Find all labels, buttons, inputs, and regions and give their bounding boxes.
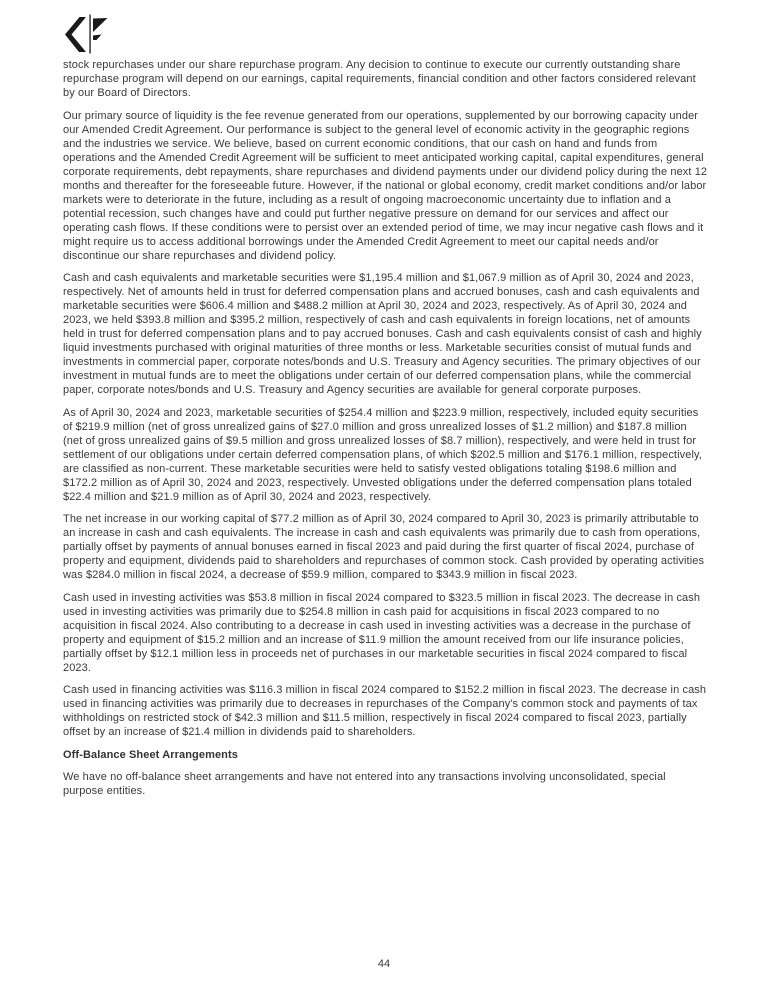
logo-container [63, 14, 708, 54]
article-body [63, 58, 708, 798]
paragraph-stock-repurchases: stock repurchases under our share repurchase program. Any decision to continue to execute our currently outstanding share repurchase program will depend on our earnings, capital requirements, financial condition and other factors considered relevant by our Board of Directors. [63, 59, 696, 99]
paragraph-off-balance-sheet: We have no off-balance sheet arrangements and have not entered into any transactions involving unconsolidated, special purpose entities. [63, 771, 666, 797]
paragraph-working-capital: The net increase in our working capital of $77.2 million as of April 30, 2024 compared to April 30, 2023 is primarily attributable to an increase in cash and cash equivalents. The increase in cash and cash equivalents was primarily due to cash from operations, partially offset by payments of annual bonuses earned in fiscal 2023 and paid during the first quarter of fiscal 2024, purchase of property and equipment, dividends paid to shareholders and repurchases of common stock. Cash provided by operating activities was $284.0 million in fiscal 2024, a decrease of $59.9 million, compared to $343.9 million in fiscal 2023. [63, 513, 705, 581]
paragraph-marketable-securities: As of April 30, 2024 and 2023, marketable securities of $254.4 million and $223.9 million, respectively, included equity securities of $219.9 million (net of gross unrealized gains of $27.0 million and gross unrealized losses of $1.2 million) and $187.8 million (net of gross unrealized gains of $9.5 million and gross unrealized losses of $8.7 million), respectively, and were held in trust for settlement of our obligations under certain deferred compensation plans, of which $202.5 million and $176.1 million, respectively, are classified as non-current. These marketable securities were held to satisfy vested obligations totaling $198.6 million and $172.2 million as of April 30, 2024 and 2023, respectively. Unvested obligations under the deferred compensation plans totaled $22.4 million and $21.9 million as of April 30, 2024 and 2023, respectively. [63, 406, 702, 503]
page-number: 44 [377, 958, 391, 970]
page-content [63, 0, 708, 807]
paragraph-liquidity-sources: Our primary source of liquidity is the fee revenue generated from our operations, supplemented by our borrowing capacity under our Amended Credit Agreement. Our performance is subject to the general level of economic activity in the geographic regions and the industries we service. We believe, based on current economic conditions, that our cash on hand and funds from operations and the Amended Credit Agreement will be sufficient to meet anticipated working capital, capital expenditures, general corporate requirements, debt repayments, share repurchases and dividend payments under our dividend policy during the next 12 months and thereafter for the foreseeable future. However, if the national or global economy, credit market conditions and/or labor markets were to deteriorate in the future, including as a result of ongoing macroeconomic uncertainty due to inflation and a potential recession, such changes have and could put further negative pressure on demand for our services and affect our operating cash flows. If these conditions were to persist over an extended period of time, we may incur negative cash flows and it might require us to access additional borrowings under the Amended Credit Agreement to meet our capital needs and/or discontinue our share repurchases and dividend policy. [63, 109, 708, 262]
korn-ferry-kf-monogram-icon [63, 14, 108, 54]
paragraph-cash-equivalents: Cash and cash equivalents and marketable securities were $1,195.4 million and $1,067.9 million as of April 30, 2024 and 2023, respectively. Net of amounts held in trust for deferred compensation plans and accrued bonuses, cash and cash equivalents and marketable securities were $606.4 million and $488.2 million at April 30, 2024 and 2023, respectively. As of April 30, 2024 and 2023, we held $393.8 million and $395.2 million, respectively of cash and cash equivalents in foreign locations, net of amounts held in trust for deferred compensation plans and to pay accrued bonuses. Cash and cash equivalents consist of cash and highly liquid investments purchased with original maturities of three months or less. Marketable securities consist of mutual funds and investments in commercial paper, corporate notes/bonds and U.S. Treasury and Agency securities. The primary objectives of our investment in mutual funds are to meet the obligations under certain of our deferred compensation plans, while the commercial paper, corporate notes/bonds and U.S. Treasury and Agency securities are available for general corporate purposes. [63, 272, 702, 396]
paragraph-financing-activities: Cash used in financing activities was $116.3 million in fiscal 2024 compared to $152.2 million in fiscal 2023. The decrease in cash used in financing activities was primarily due to decreases in repurchases of the Company's common stock and payments of tax withholdings on restricted stock of $42.3 million and $11.5 million, respectively in fiscal 2024 compared to fiscal 2023, partially offset by an increase of $21.4 million in dividends paid to shareholders. [63, 684, 707, 738]
section-heading-off-balance-sheet: Off-Balance Sheet Arrangements [63, 748, 238, 761]
paragraph-investing-activities: Cash used in investing activities was $53.8 million in fiscal 2024 compared to $323.5 million in fiscal 2023. The decrease in cash used in investing activities was primarily due to $254.8 million in cash paid for acquisitions in fiscal 2023 compared to no acquisition in fiscal 2024. Also contributing to a decrease in cash used in investing activities was a decrease in the purchase of property and equipment of $15.2 million and an increase of $11.9 million the amount received from our life insurance policies, partially offset by $12.1 million less in proceeds net of purchases in our marketable securities in fiscal 2024 compared to fiscal 2023. [63, 591, 701, 674]
